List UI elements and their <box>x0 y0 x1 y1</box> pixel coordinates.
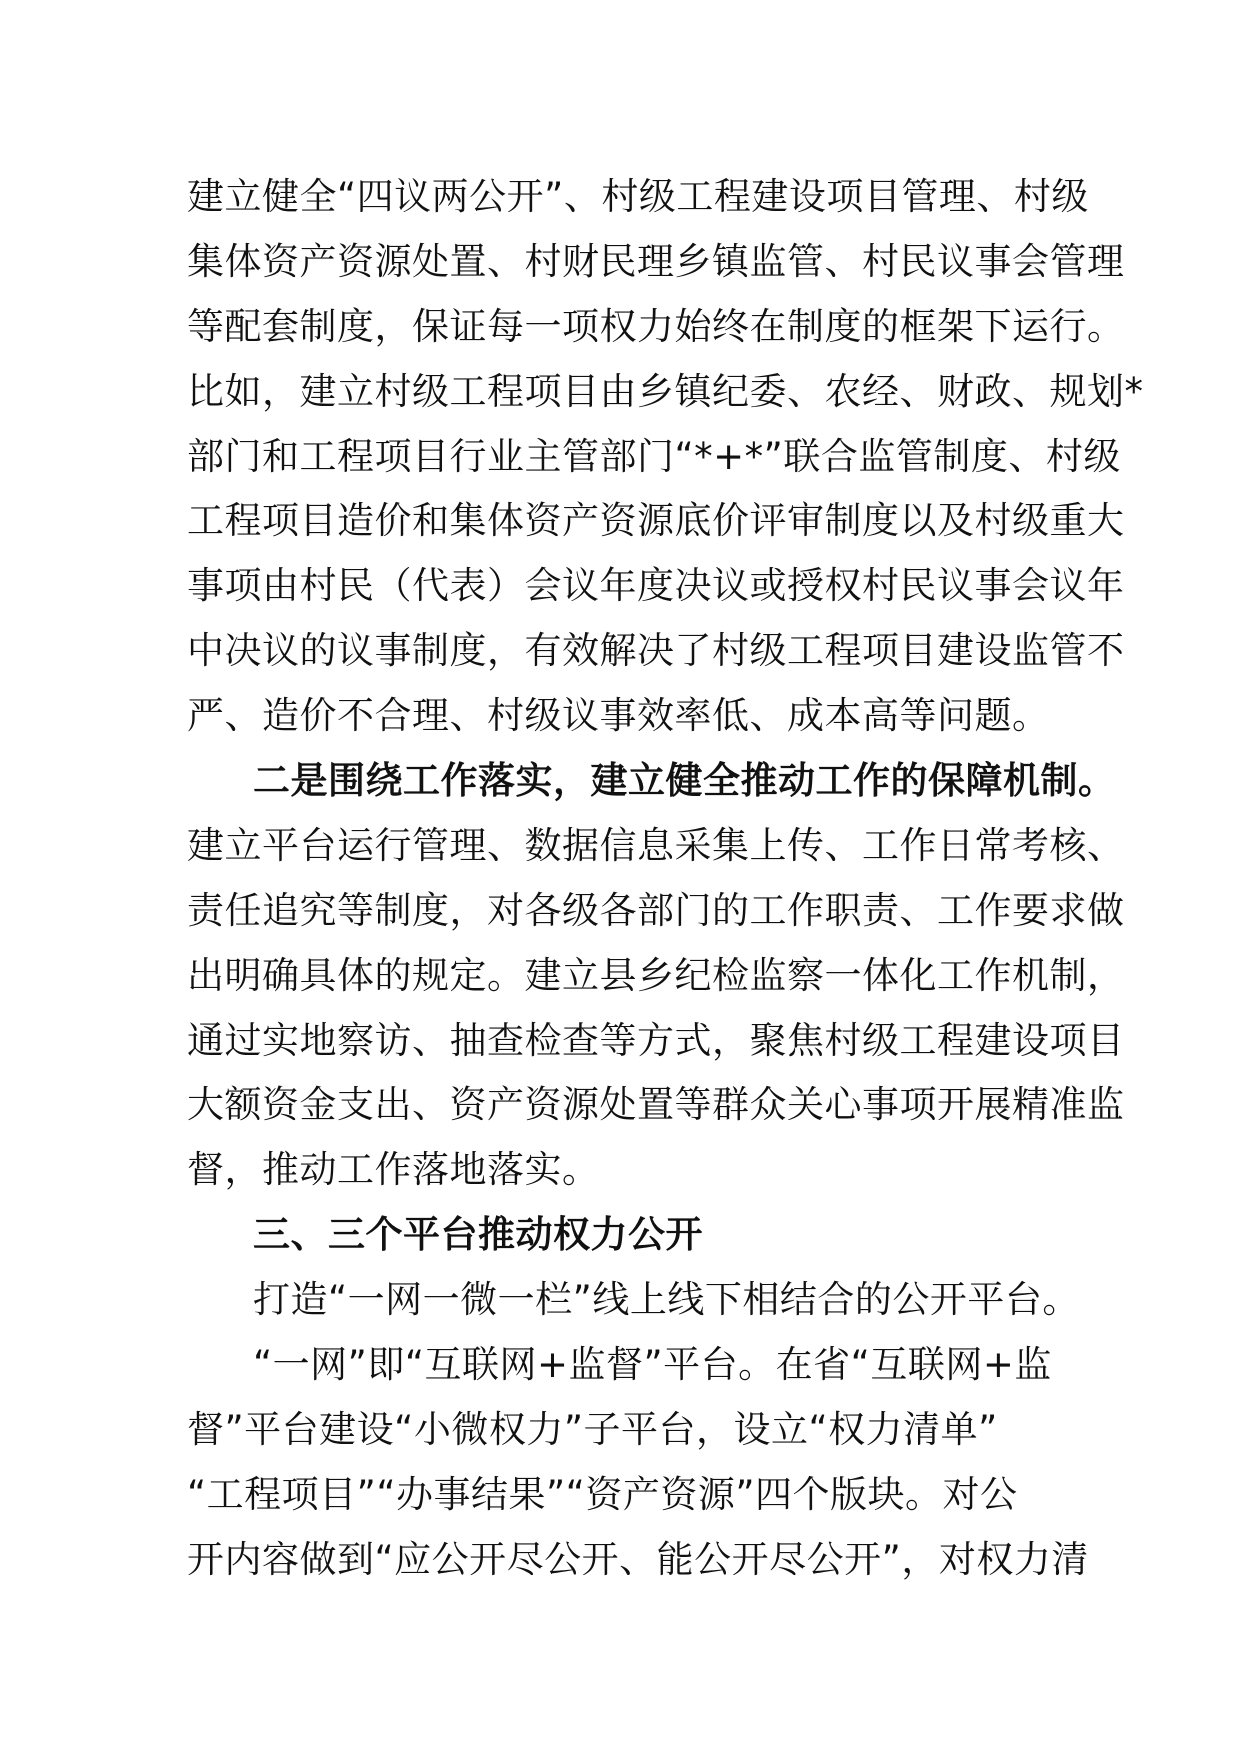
body-line-2: 集体资产资源处置、村财民理乡镇监管、村民议事会管理 <box>187 239 1125 283</box>
body-line-7: 事项由村民（代表）会议年度决议或授权村民议事会议年 <box>187 564 1125 608</box>
body-line-18: 打造“一网一微一栏”线上线下相结合的公开平台。 <box>253 1278 1080 1322</box>
body-line-11: 建立平台运行管理、数据信息采集上传、工作日常考核、 <box>187 823 1125 867</box>
document-body <box>187 165 1144 1593</box>
body-line-5: 部门和工程项目行业主管部门“*+*”联合监管制度、村级 <box>187 434 1121 478</box>
body-line-8: 中决议的议事制度，有效解决了村级工程项目建设监管不 <box>187 629 1125 673</box>
bold-heading-2: 二是围绕工作落实，建立健全推动工作的保障机制。 <box>253 759 1116 803</box>
body-line-22: 开内容做到“应公开尽公开、能公开尽公开”，对权力清 <box>187 1537 1089 1581</box>
body-line-14: 通过实地察访、抽查检查等方式，聚焦村级工程建设项目 <box>187 1018 1125 1062</box>
body-line-13: 出明确具体的规定。建立县乡纪检监察一体化工作机制， <box>187 953 1125 997</box>
body-line-19: “一网”即“互联网+监督”平台。在省“互联网+监 <box>253 1343 1052 1387</box>
body-line-21: “工程项目”“办事结果”“资产资源”四个版块。对公 <box>187 1472 1018 1516</box>
body-line-4: 比如，建立村级工程项目由乡镇纪委、农经、财政、规划* <box>187 369 1144 413</box>
body-line-16: 督，推动工作落地落实。 <box>187 1148 600 1192</box>
body-line-9: 严、造价不合理、村级议事效率低、成本高等问题。 <box>187 694 1050 738</box>
body-line-12: 责任追究等制度，对各级各部门的工作职责、工作要求做 <box>187 888 1125 932</box>
section-heading-3: 三、三个平台推动权力公开 <box>253 1213 703 1257</box>
body-line-6: 工程项目造价和集体资产资源底价评审制度以及村级重大 <box>187 499 1125 543</box>
body-line-1: 建立健全“四议两公开”、村级工程建设项目管理、村级 <box>187 175 1089 218</box>
body-line-20: 督”平台建设“小微权力”子平台，设立“权力清单” <box>187 1407 998 1451</box>
body-line-15: 大额资金支出、资产资源处置等群众关心事项开展精准监 <box>187 1083 1125 1127</box>
body-line-3: 等配套制度，保证每一项权力始终在制度的框架下运行。 <box>187 304 1125 348</box>
